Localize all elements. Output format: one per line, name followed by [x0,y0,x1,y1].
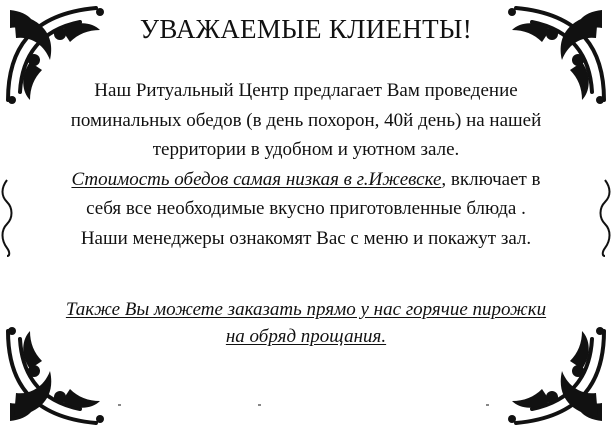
main-text [0,76,612,253]
page-title: УВАЖАЕМЫЕ КЛИЕНТЫ! [139,14,473,44]
body-line-5: себя все необходимые вкусно приготовленные блюда . [86,198,526,219]
closing-text [0,296,612,350]
scan-speck [258,404,261,406]
body-line-6: Наши менеджеры ознакомят Вас с меню и покажут зал. [80,227,532,249]
closing-line-1: Также Вы можете заказать прямо у нас горячие пирожки [65,299,547,320]
body-line-2: поминальных обедов (в день похорон, 40й день) на нашей [70,109,542,131]
closing-line-2: на обряд прощания. [225,326,387,347]
price-highlight: Стоимость обедов самая низкая в г.Ижевске [71,168,442,190]
scan-speck [118,404,121,406]
body-line-4 [0,165,612,195]
body-line-3: территории в удобном и уютном зале. [152,139,460,160]
scan-speck [486,404,489,406]
body-line-1: Наш Ритуальный Центр предлагает Вам проведение [94,80,518,101]
body-line-4-rest: , включает в [441,168,541,190]
